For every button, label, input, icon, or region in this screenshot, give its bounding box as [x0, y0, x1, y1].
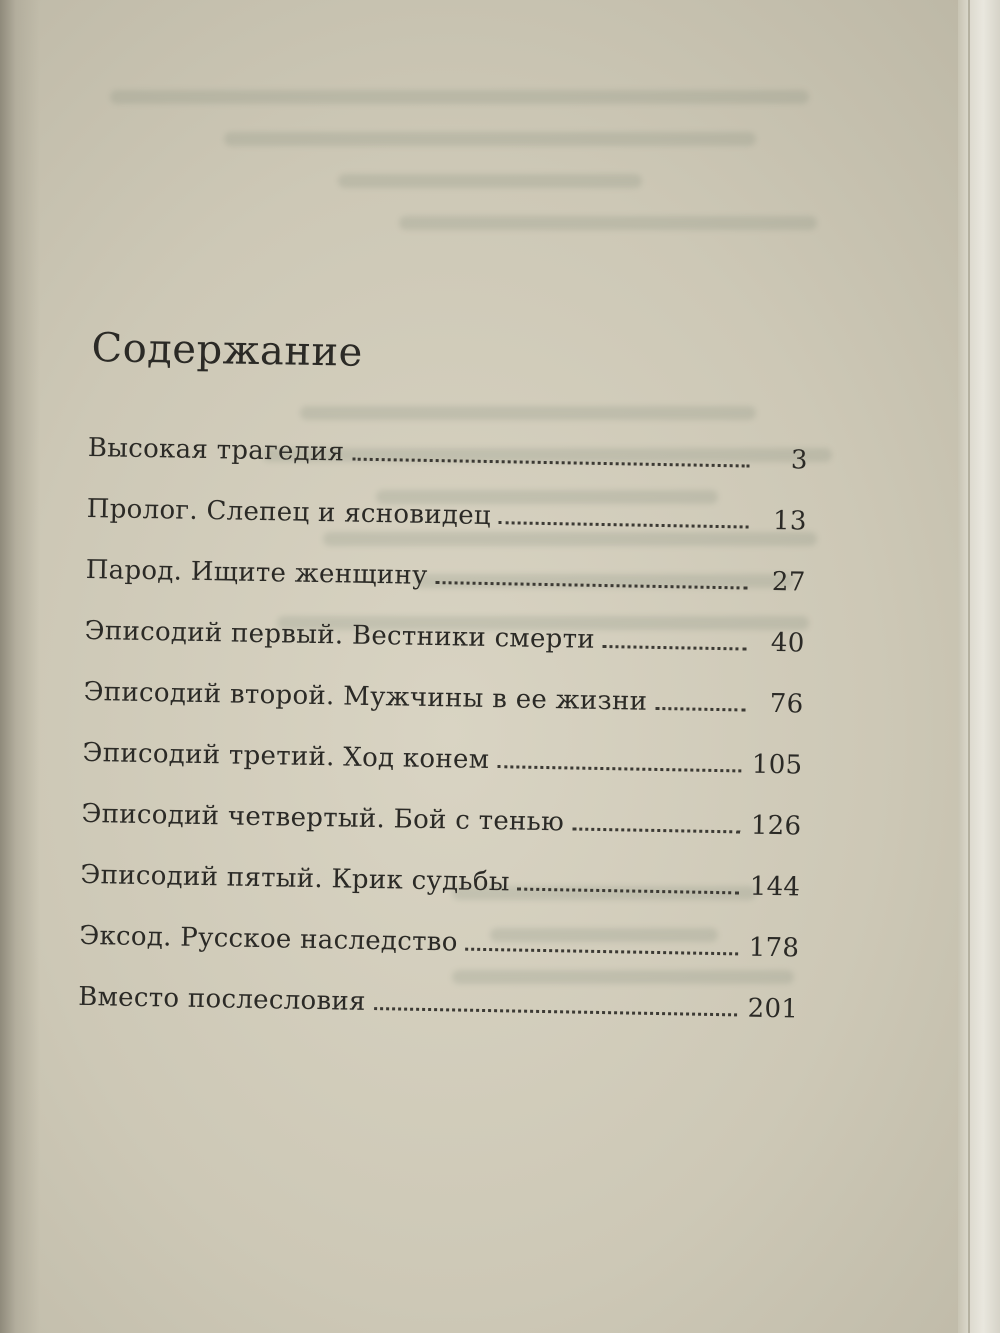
- page-fold-shadow: [0, 0, 40, 1333]
- dot-leader: [497, 765, 742, 772]
- toc-entry-page: 27: [771, 566, 806, 598]
- toc-entry-title: Парод. Ищите женщину: [85, 554, 428, 591]
- dot-leader: [518, 888, 740, 895]
- toc-entry-page: 201: [747, 993, 799, 1025]
- toc-title: Содержание: [91, 325, 364, 376]
- dot-leader: [499, 521, 749, 528]
- page-edge-line: [968, 0, 970, 1333]
- toc-entry-title: Вместо послесловия: [78, 981, 367, 1017]
- toc-entry-title: Эписодий третий. Ход конем: [82, 737, 490, 776]
- toc-entry-page: 40: [770, 627, 805, 659]
- dot-leader: [352, 458, 749, 468]
- dot-leader: [603, 645, 747, 651]
- dot-leader: [374, 1007, 738, 1016]
- toc-entry-page: 144: [749, 871, 801, 903]
- dot-leader: [655, 707, 745, 712]
- toc-entry-page: 13: [772, 505, 807, 537]
- toc-entry-page: 126: [750, 810, 802, 842]
- toc-entry-page: 3: [790, 445, 809, 476]
- dot-leader: [572, 827, 741, 833]
- toc-entry-title: Высокая трагедия: [87, 432, 345, 468]
- toc-entry-title: Эписодий пятый. Крик судьбы: [80, 859, 511, 898]
- toc-entry-page: 76: [769, 688, 804, 720]
- table-of-contents: [77, 325, 809, 1055]
- page-stack-edge: [958, 0, 1000, 1333]
- toc-entry-page: 178: [748, 932, 800, 964]
- dot-leader: [466, 948, 739, 956]
- toc-entry-title: Эписодий первый. Вестники смерти: [84, 615, 596, 655]
- toc-entry-title: Эксод. Русское наследство: [79, 920, 458, 958]
- toc-list: [77, 433, 808, 1055]
- toc-entry-title: Пролог. Слепец и ясновидец: [86, 493, 492, 532]
- toc-entry-title: Эписодий второй. Мужчины в ее жизни: [83, 676, 648, 717]
- toc-entry: [77, 982, 798, 1056]
- toc-entry-page: 105: [751, 749, 803, 781]
- toc-entry-title: Эписодий четвертый. Бой с тенью: [81, 798, 565, 838]
- dot-leader: [436, 581, 748, 589]
